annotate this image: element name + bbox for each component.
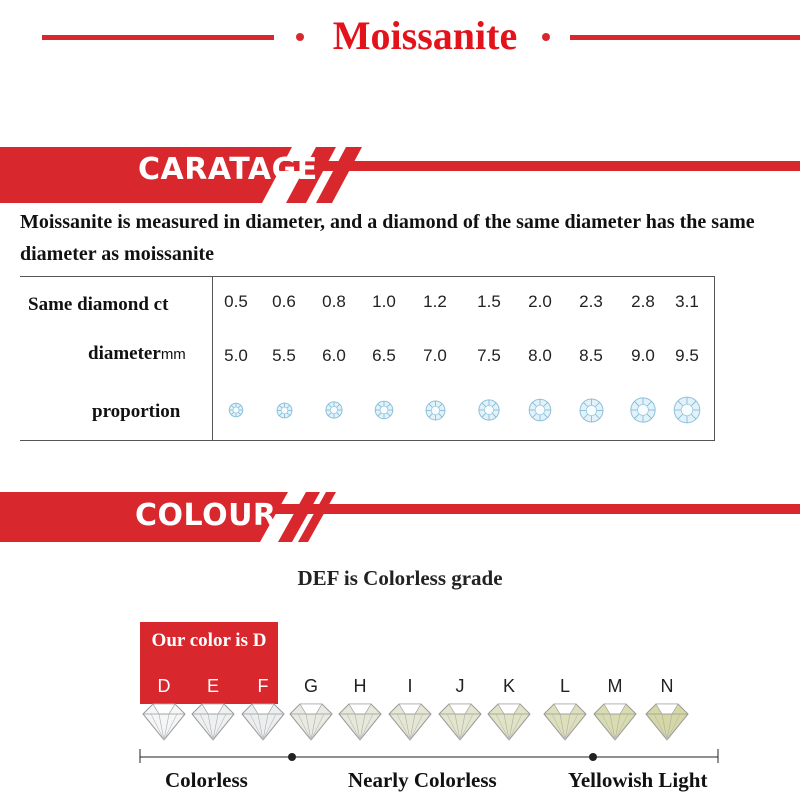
diameter-value: 8.0 [528, 346, 552, 365]
grade-diamond-icon [286, 700, 336, 742]
proportion-gem-icon [324, 400, 344, 420]
scale-label-yellowish: Yellowish Light [568, 768, 708, 792]
grade-letter: D [157, 676, 171, 696]
caratage-intro: Moissanite is measured in diameter, and a diamond of the same diameter has the same diameter as moissanite [20, 211, 755, 265]
scale-label-colorless: Colorless [165, 768, 248, 792]
grade-letter: J [455, 676, 465, 696]
carat-value: 0.8 [322, 292, 346, 311]
diameter-value: 9.5 [675, 346, 699, 365]
grade-diamond-icon [642, 700, 692, 742]
grade-letter: I [407, 676, 413, 696]
diameter-value: 7.0 [423, 346, 447, 365]
diameter-value: 5.0 [224, 346, 248, 365]
proportion-gem-icon [527, 397, 553, 423]
grade-diamond-icon [335, 700, 385, 742]
proportion-gem-icon [477, 398, 501, 422]
proportion-gem-icon [629, 396, 657, 424]
row-label-diameter: diametermm [88, 343, 186, 364]
colour-banner [0, 488, 800, 548]
grade-letter: M [607, 676, 623, 696]
grade-diamond-icon [188, 700, 238, 742]
grade-diamond-icon [435, 700, 485, 742]
colour-banner-title: COLOUR [135, 498, 277, 533]
grade-letter: G [303, 676, 318, 696]
carat-value: 2.8 [631, 292, 655, 311]
grade-diamond-icon [139, 700, 189, 742]
carat-value: 0.6 [272, 292, 296, 311]
carat-value: 0.5 [224, 292, 248, 311]
row-label-carat: Same diamond ct [28, 294, 169, 315]
grade-letter: F [257, 676, 269, 696]
diameter-value: 5.5 [272, 346, 296, 365]
proportion-gem-icon [424, 399, 447, 422]
proportion-gem-icon [227, 401, 245, 419]
diameter-value: 9.0 [631, 346, 655, 365]
grade-letter: L [559, 676, 570, 696]
page-title: Moissanite [332, 13, 518, 58]
grade-letter: K [502, 676, 515, 696]
diameter-value: 6.0 [322, 346, 346, 365]
proportion-gem-icon [578, 397, 605, 424]
carat-value: 1.0 [372, 292, 396, 311]
header-dot-right [542, 33, 550, 41]
proportion-gem-icon [275, 401, 294, 420]
carat-value: 3.1 [675, 292, 699, 311]
diameter-value: 8.5 [579, 346, 603, 365]
header-rule-left [42, 35, 274, 40]
table-right-border [714, 276, 715, 441]
def-caption: DEF is Colorless grade [297, 566, 503, 590]
grade-diamond-icon [590, 700, 640, 742]
header-rule-right [570, 35, 800, 40]
caratage-banner [0, 145, 800, 205]
grade-letter: N [660, 676, 674, 696]
row-label-unit: mm [160, 346, 186, 363]
diameter-value: 7.5 [477, 346, 501, 365]
grade-letter: H [353, 676, 367, 696]
table-bottom-border [20, 440, 715, 441]
grade-diamond-icon [540, 700, 590, 742]
proportion-gem-icon [373, 399, 395, 421]
carat-value: 1.5 [477, 292, 501, 311]
grade-letter: E [206, 676, 219, 696]
grade-scale-bar [130, 745, 730, 765]
row-label-proportion: proportion [92, 401, 181, 422]
scale-label-nearly-colorless: Nearly Colorless [348, 768, 497, 792]
caratage-banner-title: CARATAGE [138, 152, 318, 187]
grade-diamond-icon [238, 700, 288, 742]
proportion-gem-icon [672, 395, 702, 425]
grade-diamond-icon [385, 700, 435, 742]
table-top-border [20, 276, 715, 277]
our-color-label: Our color is D [151, 630, 267, 651]
grade-diamond-icon [484, 700, 534, 742]
carat-value: 2.3 [579, 292, 603, 311]
diameter-value: 6.5 [372, 346, 396, 365]
carat-value: 1.2 [423, 292, 447, 311]
carat-value: 2.0 [528, 292, 552, 311]
